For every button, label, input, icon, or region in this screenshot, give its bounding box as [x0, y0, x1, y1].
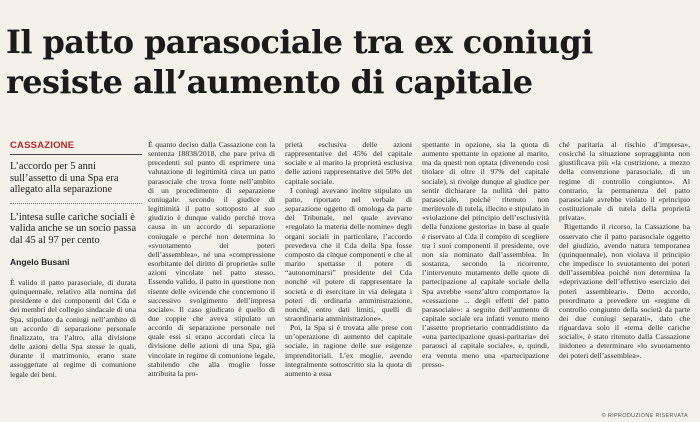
sidebar [10, 140, 142, 271]
author-byline: Angelo Busani [10, 256, 70, 267]
summary-divider [10, 203, 142, 204]
headline [6, 22, 696, 102]
summary-first: L’accordo per 5 anni sull’assetto di una Spa era allegato alla separazione [10, 161, 119, 196]
paragraph: Rigettando il ricorso, la Cassazione ha osservato che il patto parasociale oggetto del giudizio, avendo natura temporanea (quinquennale), non violava il principio che impedisce lo svuotamento dei poteri dell’assemblea poiché non determina la «deprivazione dell’effettivo esercizio dei poteri assembleari». Detto accordo, preordinato a prevedere un «regime di controllo congiunto della società da parte dei due coniugi separati», dato che riguardava solo il «tema delle cariche sociali», è stato ritenuto dalla Cassazione inidoneo a determinare «lo svuotamento dei poteri dell’assemblea». [559, 222, 690, 360]
copyright-notice: © RIPRODUZIONE RISERVATA [601, 413, 688, 419]
article-column-1 [10, 278, 136, 379]
article-column-3 [285, 140, 412, 378]
paragraph: È quanto deciso dalla Cassazione con la sentenza 18838/2018, che pare priva di precedenti sul punto di esprimere una valutazione di legittimità circa un patto parasociale che trova fonte nell’ambito di un procedimento di separazione coniugale: secondo il giudice di legittimità il patto sottoposto al suo giudizio è dunque valido perché trova causa in un accordo di separazione coniugale e perché non determina lo «svuotamento dei poteri dell’assemblea», né una «compressione esorbitante del diritto di proprietà» sulle azioni vincolate nel patto stesso. Essendo valido, il patto in questione non risente delle «vicende che concernono il successivo svolgimento dell’impresa sociale». Il caso giudicato è quello di due coppie che aveva stipulato un accordo di separazione personale nel quale essi si erano accordati circa la divisione delle azioni di una Spa, già vincolate in regime di comunione legale, stabilendo che alla moglie fosse attribuita la pro- [148, 140, 275, 378]
paragraph: È valido il patto parasociale, di durata quinquennale, relativo alla nomina del presidente e dei componenti del Cda e dei membri del collegio sindacale di una Spa, stipulato da coniugi nell’ambito di un accordo di separazione personale finalizzato, tra l’altro, alla divisione delle azioni della Spa stesse le quali, durante il matrimonio, erano state assoggettate al regime di comunione legale dei beni. [10, 278, 136, 379]
headline-line-1: Il patto parasociale tra ex coniugi [6, 23, 593, 61]
headline-line-2: resiste all’aumento di capitale [6, 63, 533, 101]
paragraph: ché paritaria al rischio d’impresa», cosicché la situazione sopraggiunta non giustificava più «la costrizione, a mezzo della convenzione parasociale, di un regime di controllo congiunto». Al contrario, la permanenza del patto parasociale avrebbe violato il «principio costituzionale di tutela della proprietà privata». [559, 140, 690, 223]
section-rule [10, 154, 142, 155]
paragraph: prietà esclusiva delle azioni rappresentative del 45% del capitale sociale e al marito la proprietà esclusiva delle azioni rappresentative del 50% del capitale sociale. [285, 140, 412, 186]
article-column-5 [559, 140, 690, 360]
paragraph: spettante in opzione, sia la quota di aumento spettante in opzione al marito, ma da questi non optata (divenendo così titolare di oltre il 97% del capitale sociale), si rivolge dunque al giudice per sentir dichiarare la nullità del patto parasociale, poiché ritenuto non meritevole di tutela, illecito e stipulato in «violazione del principio dell’esclusività della funzione gestoria» in base al quale è riservato al Cda il compito di scegliere tra i suoi componenti il presidente, ove non sia nominato dall’assemblea. In sostanza, secondo la ricorrente, l’intervenuto mutamento delle quote di partecipazione al capitale sociale della Spa avrebbe «senz’altro comportato» la «cessazione ... degli effetti del patto parasociale»: a seguito dell’aumento di capitale sociale era infatti venuto meno l’assetto proprietario contraddistinto da «una partecipazione quasi-paritaria» dei paraosci al capitale sociale», e, quindi, era venuta meno una «partecipazione presso- [422, 140, 549, 369]
section-tag: CASSAZIONE [10, 140, 75, 151]
paragraph: I coniugi avevano inoltre stipulato un patto, riportato nel verbale di separazione oggetto di omologa da parte del Tribunale, nel quale avevano «regolato la materia delle nomine» degli organi sociali in particolare, l’accordo prevedeva che il Cda della Spa fosse composto da cinque componenti e che al marito spettasse il potere di “autonominarsi” presidente del Cda nonché «il potere di rappresentare la società e di esercitare in via delegata i poteri di ordinaria amministrazione, nonché, entro dati limiti, quelli di straordinaria amministrazione». [285, 185, 412, 323]
paragraph: Poi, la Spa si è trovata alle prese con un’operazione di aumento del capitale sociale, in ragione delle sue esigenze imprenditoriali. L’ex moglie, avendo integralmente sottoscritto sia la quota di aumento a essa [285, 323, 412, 378]
article-column-4 [422, 140, 549, 369]
article-column-2 [148, 140, 275, 378]
summary-second: L’intesa sulle cariche sociali è valida anche se un socio passa dal 45 al 97 per cento [10, 211, 137, 246]
